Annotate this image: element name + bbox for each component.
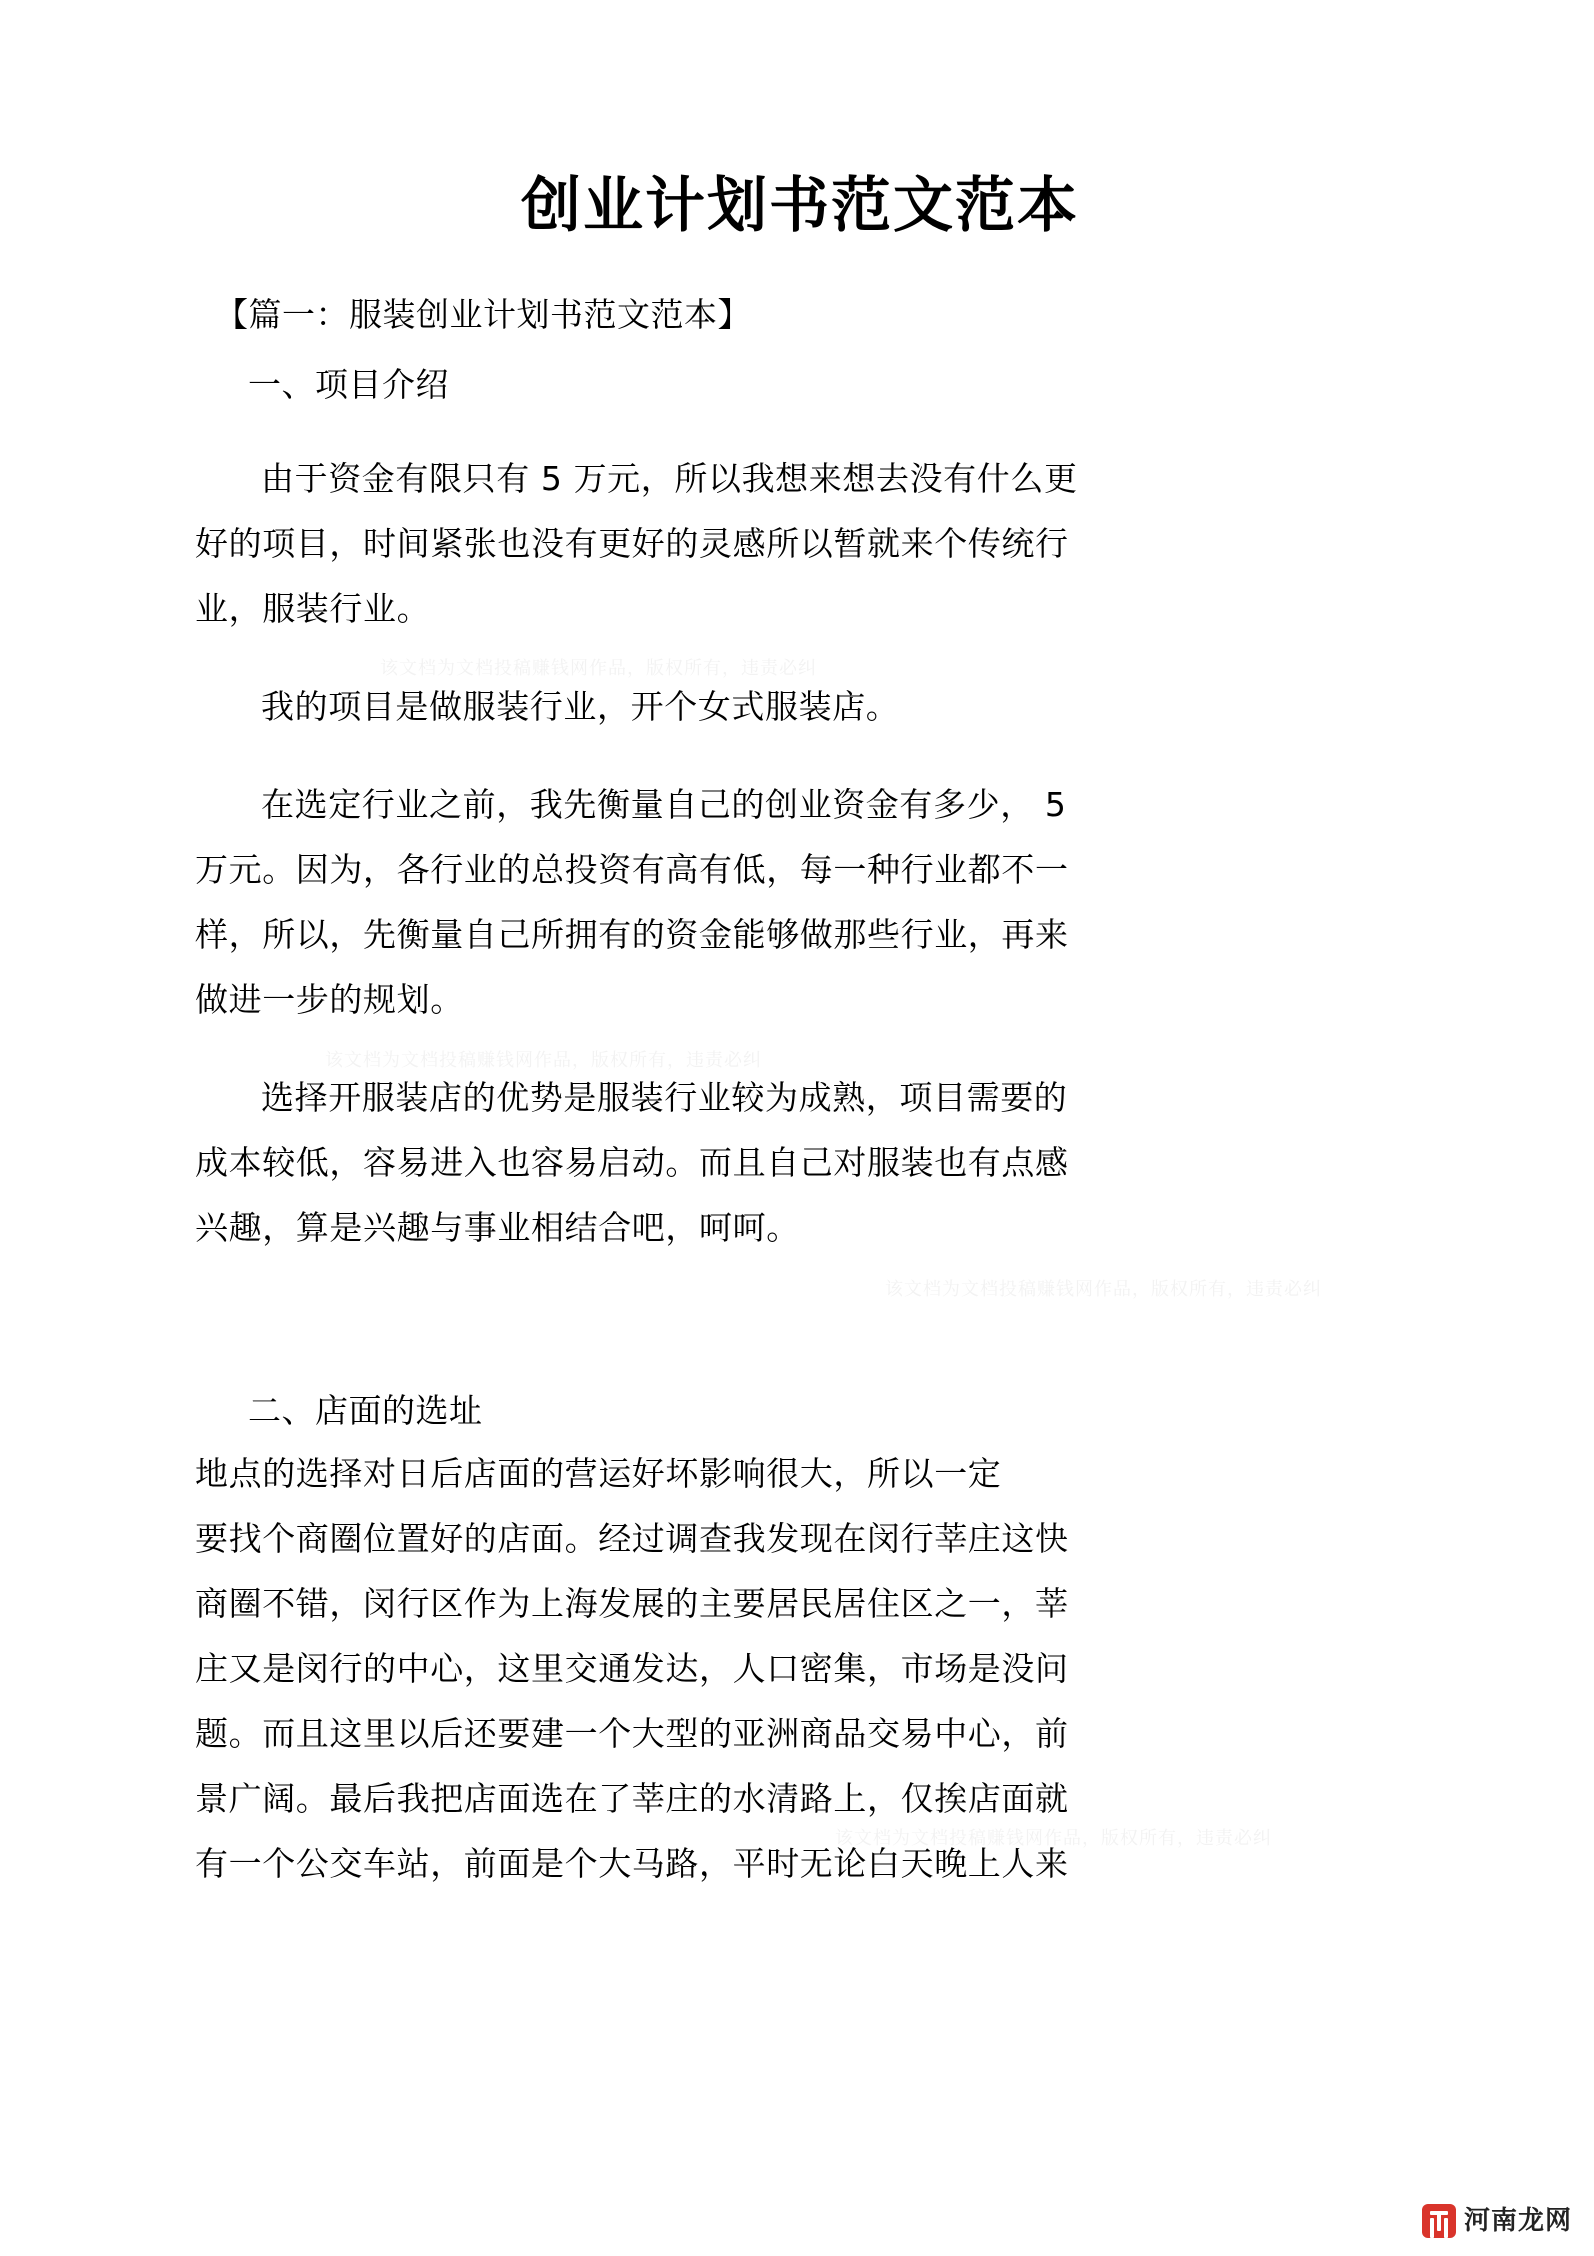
body-line: 好的项目，时间紧张也没有更好的灵感所以暂就来个传统行 <box>195 524 1069 563</box>
dragon-mark-icon <box>1422 2204 1456 2238</box>
copyright-watermark: 该文档为文档投稿赚钱网作品，版权所有，违责必纠 <box>325 1050 762 1071</box>
body-line: 我的项目是做服装行业，开个女式服装店。 <box>261 687 900 726</box>
document-subtitle: 【篇一：服装创业计划书范文范本】 <box>215 295 751 334</box>
body-line: 样，所以，先衡量自己所拥有的资金能够做那些行业，再来 <box>195 915 1069 954</box>
body-line: 商圈不错，闵行区作为上海发展的主要居民居住区之一，莘 <box>195 1584 1069 1623</box>
body-line: 地点的选择对日后店面的营运好坏影响很大，所以一定 <box>195 1454 1002 1493</box>
body-line: 业，服装行业。 <box>195 589 431 628</box>
body-line: 有一个公交车站，前面是个大马路，平时无论白天晚上人来 <box>195 1844 1069 1883</box>
body-line: 由于资金有限只有 5 万元，所以我想来想去没有什么更 <box>261 459 1078 498</box>
body-line: 题。而且这里以后还要建一个大型的亚洲商品交易中心，前 <box>195 1714 1069 1753</box>
page-title: 创业计划书范文范本 <box>521 171 1079 241</box>
body-line: 景广阔。最后我把店面选在了莘庄的水清路上，仅挨店面就 <box>195 1779 1069 1818</box>
body-line: 兴趣，算是兴趣与事业相结合吧，呵呵。 <box>195 1208 800 1247</box>
site-logo-wordmark: 河南龙网 <box>1463 2206 1572 2236</box>
document-body <box>195 0 1405 2256</box>
body-line: 在选定行业之前，我先衡量自己的创业资金有多少， 5 <box>261 785 1067 824</box>
copyright-watermark: 该文档为文档投稿赚钱网作品，版权所有，违责必纠 <box>380 658 817 679</box>
copyright-watermark: 该文档为文档投稿赚钱网作品，版权所有，违责必纠 <box>835 1828 1272 1849</box>
section-heading-2: 二、店面的选址 <box>248 1391 483 1430</box>
body-line: 庄又是闵行的中心，这里交通发达，人口密集，市场是没问 <box>195 1649 1069 1688</box>
body-line: 万元。因为，各行业的总投资有高有低，每一种行业都不一 <box>195 850 1069 889</box>
body-line: 要找个商圈位置好的店面。经过调查我发现在闵行莘庄这快 <box>195 1519 1069 1558</box>
copyright-watermark: 该文档为文档投稿赚钱网作品，版权所有，违责必纠 <box>885 1279 1322 1300</box>
body-line: 成本较低，容易进入也容易启动。而且自己对服装也有点感 <box>195 1143 1069 1182</box>
section-heading-1: 一、项目介绍 <box>248 365 449 404</box>
body-line: 做进一步的规划。 <box>195 980 464 1019</box>
body-line: 选择开服装店的优势是服装行业较为成熟，项目需要的 <box>261 1078 1068 1117</box>
site-logo <box>1422 2204 1572 2238</box>
